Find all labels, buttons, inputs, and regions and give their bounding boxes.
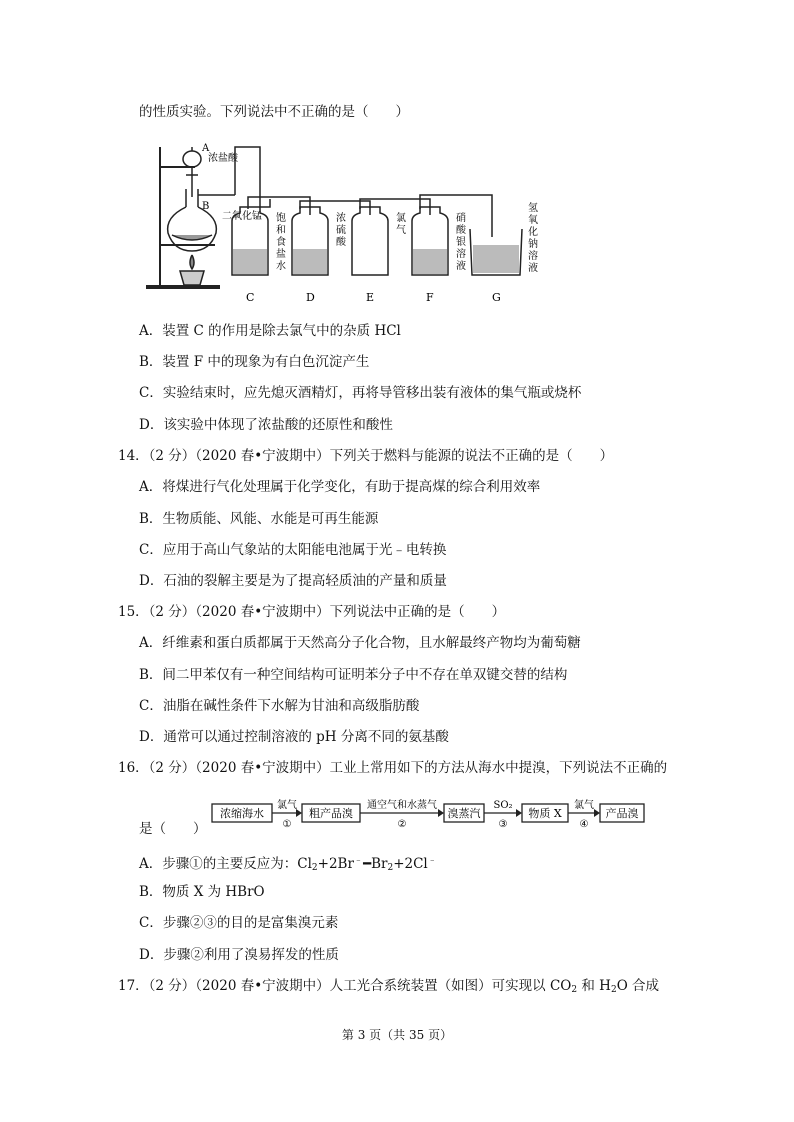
q15-option-d: D．通常可以通过控制溶液的 pH 分离不同的氨基酸: [139, 729, 449, 745]
label-b: B: [202, 201, 210, 212]
q14-option-d: D．石油的裂解主要是为了提高轻质油的产量和质量: [139, 573, 447, 589]
bottle-liquid: [233, 249, 267, 274]
q15-option-a: A．纤维素和蛋白质都属于天然高分子化合物，且水解最终产物均为葡萄糖: [139, 635, 581, 651]
flow-arrow-top: 氯气: [277, 800, 297, 811]
q16-option-a-prefix: A．步骤①的主要反应为：: [139, 856, 298, 872]
q14-option-c: C．应用于高山气象站的太阳能电池属于光﹣电转换: [139, 542, 447, 558]
q15-option-c: C．油脂在碱性条件下水解为甘油和高级脂肪酸: [139, 698, 420, 714]
bottle-label-e: 氯气: [396, 213, 406, 236]
flow-arrowhead: [438, 809, 444, 817]
flow-arrowhead: [516, 809, 522, 817]
q16-option-b: B．物质 X 为 HBrO: [139, 884, 265, 900]
eq-part: Cl: [297, 856, 312, 872]
label-b-text: 二氧化锰: [222, 211, 262, 222]
eq-sup: ﹣: [353, 856, 363, 866]
q17-part: O 合成: [616, 978, 660, 994]
bottle-liquid: [413, 249, 447, 274]
bottle-label-d: 浓硫酸: [336, 213, 346, 248]
eq-part: +2Br: [317, 856, 354, 872]
bottle-liquid: [293, 249, 327, 274]
alcohol-lamp: [180, 255, 204, 285]
q16-equation: [297, 856, 437, 872]
q14-option-a: A．将煤进行气化处理属于化学变化，有助于提高煤的综合利用效率: [139, 479, 541, 495]
label-a: A: [202, 143, 210, 154]
bottle-letter-c: C: [246, 291, 255, 304]
flow-arrowhead: [594, 809, 600, 817]
label-a-text: 浓盐酸: [208, 153, 238, 164]
q13-stem-end: 的性质实验。下列说法中不正确的是（ ）: [139, 104, 409, 120]
flow-arrow-step: ②: [397, 819, 407, 830]
flow-arrow-step: ①: [282, 819, 292, 830]
eq-sup: ﹣: [427, 856, 437, 866]
eq-sub: 2: [387, 863, 394, 873]
q13-apparatus-figure: [140, 137, 540, 307]
flow-box-label: 物质 X: [528, 807, 562, 820]
q16-stem: 16．（2 分）（2020 春•宁波期中）工业上常用如下的方法从海水中提溴，下列说法不正确的: [118, 760, 668, 776]
q17-sub: 2: [571, 985, 578, 995]
q13-option-b: B．装置 F 中的现象为有白色沉淀产生: [139, 354, 370, 370]
flow-box-label: 粗产品溴: [309, 807, 353, 820]
q17-stem: [118, 977, 659, 999]
bottle-label-g: 氢氧化钠溶液: [528, 203, 538, 274]
q17-sub: 2: [610, 985, 617, 995]
iron-stand: [146, 147, 220, 287]
q16-option-d: D．步骤②利用了溴易挥发的性质: [139, 947, 339, 963]
eq-part: +2Cl: [393, 856, 428, 872]
q16-flow-diagram: [210, 792, 660, 832]
flow-box-label: 产品溴: [605, 807, 639, 820]
bottle-letter-e: E: [366, 291, 375, 304]
q14-option-b: B．生物质能、风能、水能是可再生能源: [139, 511, 379, 527]
q16-option-c: C．步骤②③的目的是富集溴元素: [139, 915, 339, 931]
eq-part: ━Br: [362, 856, 388, 872]
beaker-g: [470, 229, 522, 275]
q14-stem: 14．（2 分）（2020 春•宁波期中）下列关于燃料与能源的说法不正确的是（ ）: [118, 448, 614, 464]
eq-sub: 2: [311, 863, 318, 873]
bottle-label-c: 饱和食盐水: [276, 213, 286, 272]
q13-option-c: C．实验结束时，应先熄灭酒精灯，再将导管移出装有液体的集气瓶或烧杯: [139, 385, 582, 401]
q15-option-b: B．间二甲苯仅有一种空间结构可证明苯分子中不存在单双键交替的结构: [139, 667, 568, 683]
bottle-e: [352, 207, 388, 275]
flow-arrow-top: 氯气: [574, 800, 594, 811]
q15-stem: 15．（2 分）（2020 春•宁波期中）下列说法中正确的是（ ）: [118, 604, 506, 620]
q13-option-a: A．装置 C 的作用是除去氯气中的杂质 HCl: [139, 323, 401, 339]
gas-tubing: [235, 147, 492, 237]
flow-arrow-top: SO₂: [493, 800, 513, 811]
flow-box-label: 溴蒸汽: [447, 807, 481, 820]
bottle-letter-g: G: [492, 291, 501, 304]
q16-option-a: [139, 852, 437, 877]
bottle-label-f: 硝酸银溶液: [456, 213, 466, 272]
flow-arrow-top: 通空气和水蒸气: [367, 800, 437, 811]
bottle-letter-f: F: [426, 291, 434, 304]
q17-part: 17．（2 分）（2020 春•宁波期中）人工光合系统装置（如图）可实现以 CO: [118, 978, 572, 994]
q17-part: 和 H: [577, 978, 611, 994]
flow-arrow-step: ④: [579, 819, 589, 830]
page-footer: 第 3 页（共 35 页）: [341, 1028, 453, 1042]
q16-stem-end: 是（ ）: [139, 821, 207, 837]
flow-arrow-step: ③: [498, 819, 508, 830]
flow-box-label: 浓缩海水: [220, 807, 264, 820]
bottle-letter-d: D: [306, 291, 315, 304]
q13-option-d: D．该实验中体现了浓盐酸的还原性和酸性: [139, 417, 393, 433]
